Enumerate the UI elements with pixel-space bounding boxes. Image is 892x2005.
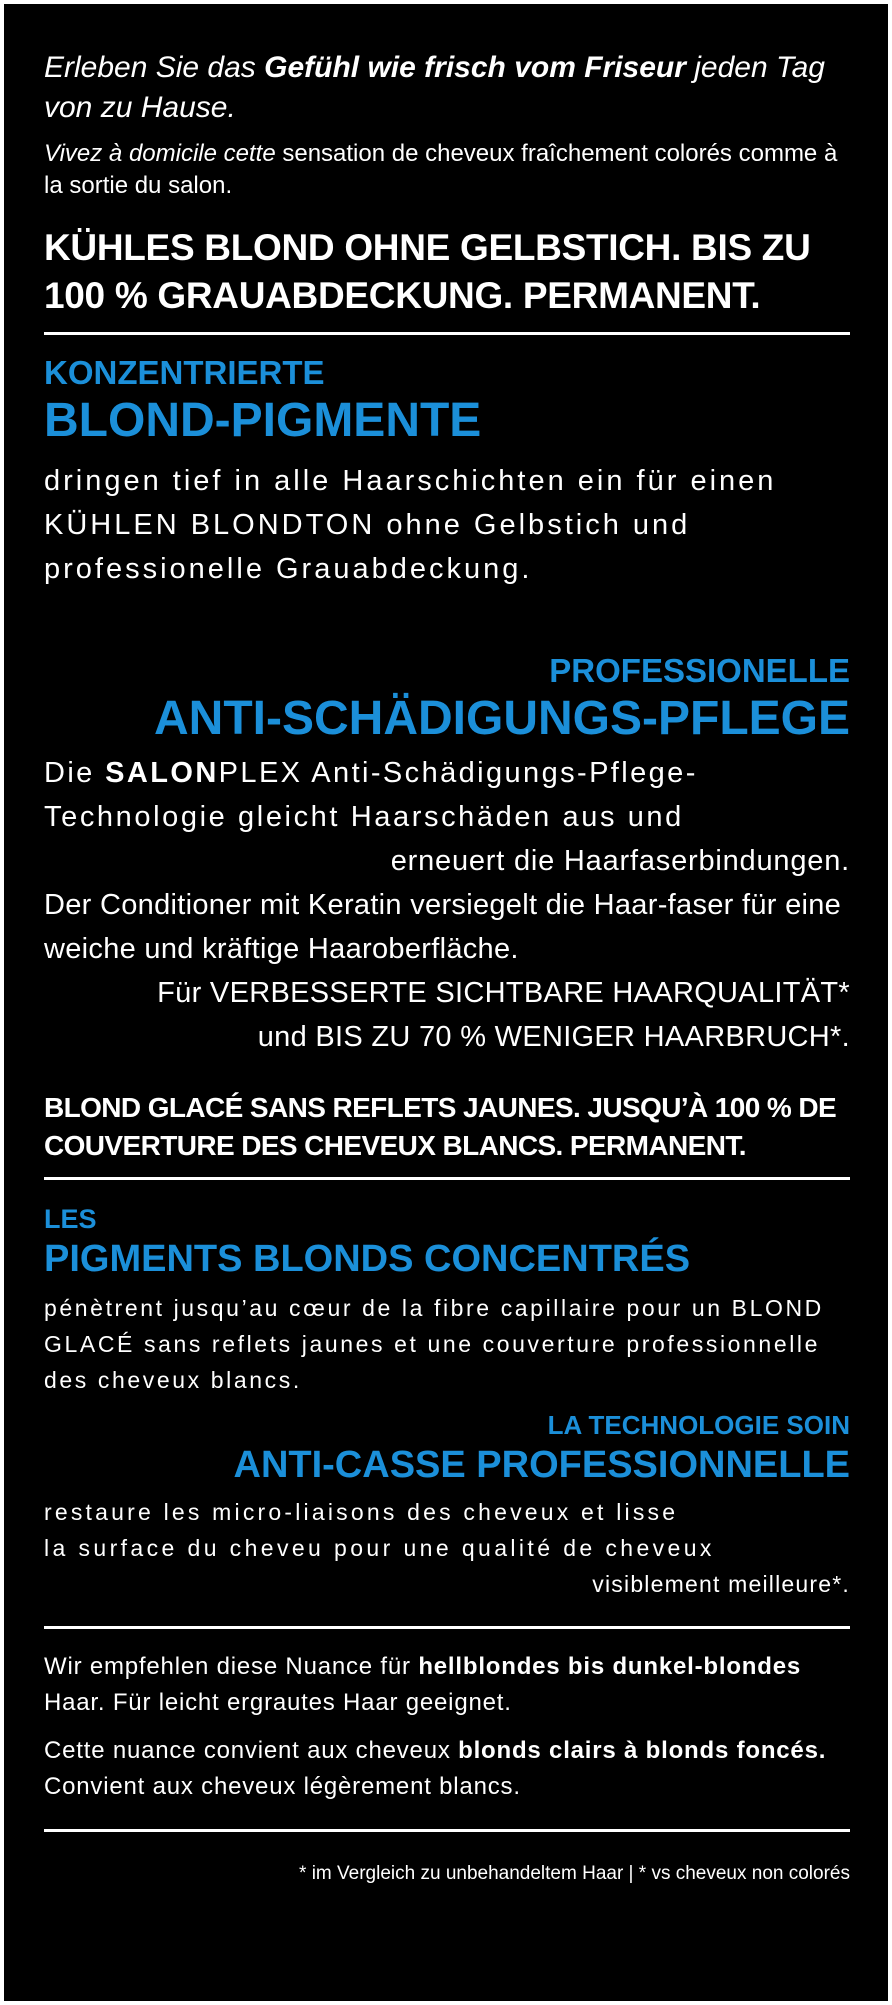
intro-de-pre: Erleben Sie das	[44, 51, 265, 84]
care-fr-title: ANTI-CASSE PROFESSIONNELLE	[233, 1444, 850, 1486]
pigment-de-title: BLOND-PIGMENTE	[44, 394, 482, 447]
care-de-title: ANTI-SCHÄDIGUNGS-PFLEGE	[154, 692, 850, 745]
intro-fr-pre: Vivez à domicile cette	[44, 140, 283, 167]
care-de-line1-post: Anti-Schädigungs-Pflege-	[302, 757, 698, 789]
salonplex-brand-rest: PLEX	[218, 757, 303, 789]
footnote: * im Vergleich zu unbehandeltem Haar | * vs cheveux non colorés	[299, 1863, 850, 1884]
divider	[44, 1626, 850, 1629]
care-fr-line3: visiblement meilleure*.	[592, 1571, 850, 1597]
recommend-fr-pre: Cette nuance convient aux cheveux	[44, 1737, 459, 1764]
pigment-fr-title: PIGMENTS BLONDS CONCENTRÉS	[44, 1238, 691, 1280]
package-text-panel	[4, 4, 888, 2001]
recommend-de-post: Haar. Für leicht ergrautes Haar geeignet.	[44, 1689, 512, 1716]
care-de-line4: Für VERBESSERTE SICHTBARE HAARQUALITÄT*	[157, 977, 850, 1009]
intro-german	[44, 48, 850, 128]
recommend-de-pre: Wir empfehlen diese Nuance für	[44, 1653, 419, 1680]
recommend-french	[44, 1733, 850, 1805]
intro-french	[44, 138, 850, 202]
care-de-line2: Technologie gleicht Haarschäden aus und	[44, 801, 684, 833]
recommend-fr-post: Convient aux cheveux légèrement blancs.	[44, 1773, 521, 1800]
care-de-line1	[44, 751, 850, 795]
divider	[44, 1177, 850, 1180]
care-fr-kicker: LA TECHNOLOGIE SOIN	[547, 1410, 850, 1440]
headline-german: KÜHLES BLOND OHNE GELBSTICH. BIS ZU 100 % GRAUABDECKUNG. PERMANENT.	[44, 227, 811, 316]
headline-french: BLOND GLACÉ SANS REFLETS JAUNES. JUSQU’À 100 % DE COUVERTURE DES CHEVEUX BLANCS. PERMANENT.	[44, 1092, 837, 1161]
care-de-line5: und BIS ZU 70 % WENIGER HAARBRUCH*.	[257, 1021, 850, 1053]
care-de-kicker: PROFESSIONELLE	[549, 652, 850, 689]
pigment-de-body: dringen tief in alle Haarschichten ein für einen KÜHLEN BLONDTON ohne Gelbstich und professionelle Grauabdeckung.	[44, 465, 777, 585]
recommend-fr-bold: blonds clairs à blonds foncés.	[458, 1737, 827, 1764]
intro-de-bold: Gefühl wie frisch vom Friseur	[264, 51, 686, 84]
intro-de-post: jeden Tag von zu Hause.	[44, 51, 825, 124]
divider	[44, 1829, 850, 1832]
intro-fr-bold: sensation de cheveux fraîchement colorés comme à la sortie du salon.	[44, 140, 838, 199]
recommend-de-bold: hellblondes bis dunkel-blondes	[418, 1653, 802, 1680]
care-de-body2: Der Conditioner mit Keratin versiegelt die Haar-faser für eine weiche und kräftige Haaroberfläche.	[44, 889, 842, 965]
salonplex-brand-bold: SALON	[105, 757, 219, 789]
pigment-de-kicker: KONZENTRIERTE	[44, 354, 325, 391]
care-fr-line1: restaure les micro-liaisons des cheveux et lisse	[44, 1499, 679, 1525]
care-de-line3: erneuert die Haarfaserbindungen.	[390, 845, 850, 877]
pigment-fr-kicker: LES	[44, 1204, 97, 1234]
divider	[44, 332, 850, 335]
pigment-fr-body: pénètrent jusqu’au cœur de la fibre capillaire pour un BLOND GLACÉ sans reflets jaunes et une couverture professionnelle des cheveux blancs.	[44, 1295, 824, 1393]
care-de-line1-pre: Die	[44, 757, 106, 789]
recommend-german	[44, 1649, 850, 1721]
care-fr-line2: la surface du cheveu pour une qualité de cheveux	[44, 1535, 715, 1561]
